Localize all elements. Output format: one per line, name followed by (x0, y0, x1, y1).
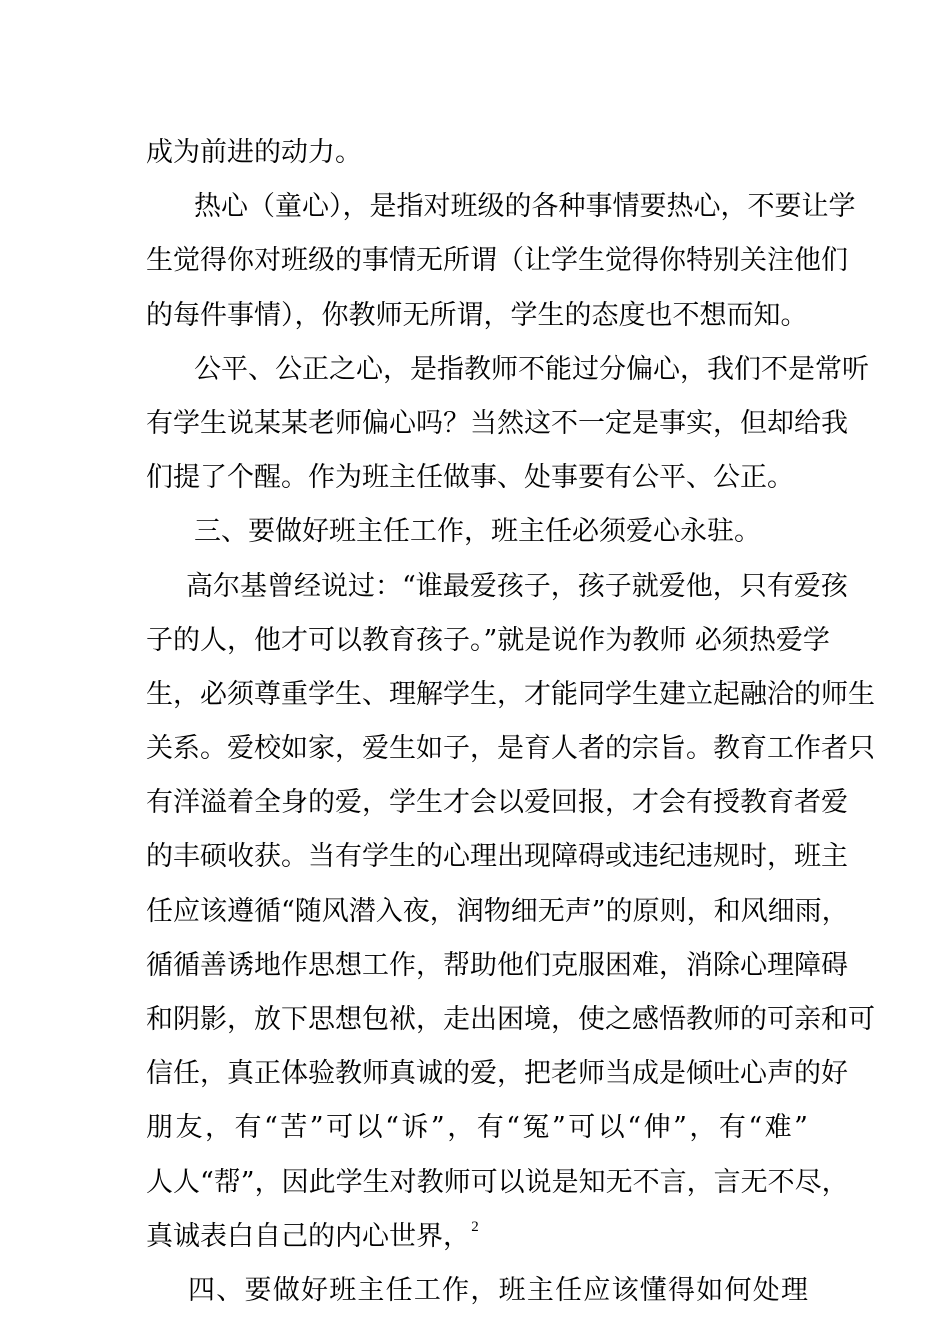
text-line: 朋友，有“苦”可以“诉”，有“冤”可以“伸”，有“难” (146, 1112, 808, 1144)
text-line: 生觉得你对班级的事情无所谓（让学生觉得你特别关注他们 (146, 245, 848, 277)
body-text (146, 126, 875, 1318)
text-line: 和阴影，放下思想包袱，走出困境，使之感悟教师的可亲和可 (146, 1004, 875, 1035)
text-line: 循循善诱地作思想工作，帮助他们克服困难，消除心理障碍 (146, 949, 848, 981)
text-line: 人人“帮”，因此学生对教师可以说是知无不言，言无不尽， (146, 1166, 849, 1198)
text-line: 成为前进的动力。 (146, 137, 362, 168)
text-line: 的丰硕收获。当有学生的心理出现障碍或违纪违规时，班主 (146, 841, 848, 873)
paragraph-first-line: 公平、公正之心，是指教师不能过分偏心，我们不是常听 (194, 353, 869, 385)
text-line: 生，必须尊重学生、理解学生，才能同学生建立起融洽的师生 (146, 678, 875, 710)
section-heading: 三、要做好班主任工作，班主任必须爱心永驻。 (194, 516, 761, 548)
section-heading: 四、要做好班主任工作，班主任应该懂得如何处理 (188, 1274, 808, 1306)
text-line: 任应该遵循“随风潜入夜，润物细无声”的原则，和风细雨， (146, 895, 849, 927)
text-line: 有洋溢着全身的爱，学生才会以爱回报，才会有授教育者爱 (146, 787, 848, 819)
text-line: 子的人，他才可以教育孩子。”就是说作为教师 必须热爱学 (146, 624, 830, 656)
paragraph-first-line: 热心（童心），是指对班级的各种事情要热心，不要让学 (194, 191, 856, 223)
text-line: 信任，真正体验教师真诚的爱，把老师当成是倾吐心声的好 (146, 1058, 848, 1090)
text-line: 们提了个醒。作为班主任做事、处事要有公平、公正。 (146, 462, 794, 494)
paragraph-first-line: 高尔基曾经说过：“谁最爱孩子，孩子就爱他，只有爱孩 (186, 570, 848, 602)
text-line: 真诚表白自己的内心世界， (146, 1220, 470, 1252)
text-line: 关系。爱校如家，爱生如子，是育人者的宗旨。教育工作者只 (146, 733, 875, 765)
text-line: 有学生说某某老师偏心吗？当然这不一定是事实，但却给我 (146, 407, 848, 439)
text-line: 的每件事情），你教师无所谓，学生的态度也不想而知。 (146, 299, 808, 331)
page-number: 2 (471, 1219, 479, 1235)
